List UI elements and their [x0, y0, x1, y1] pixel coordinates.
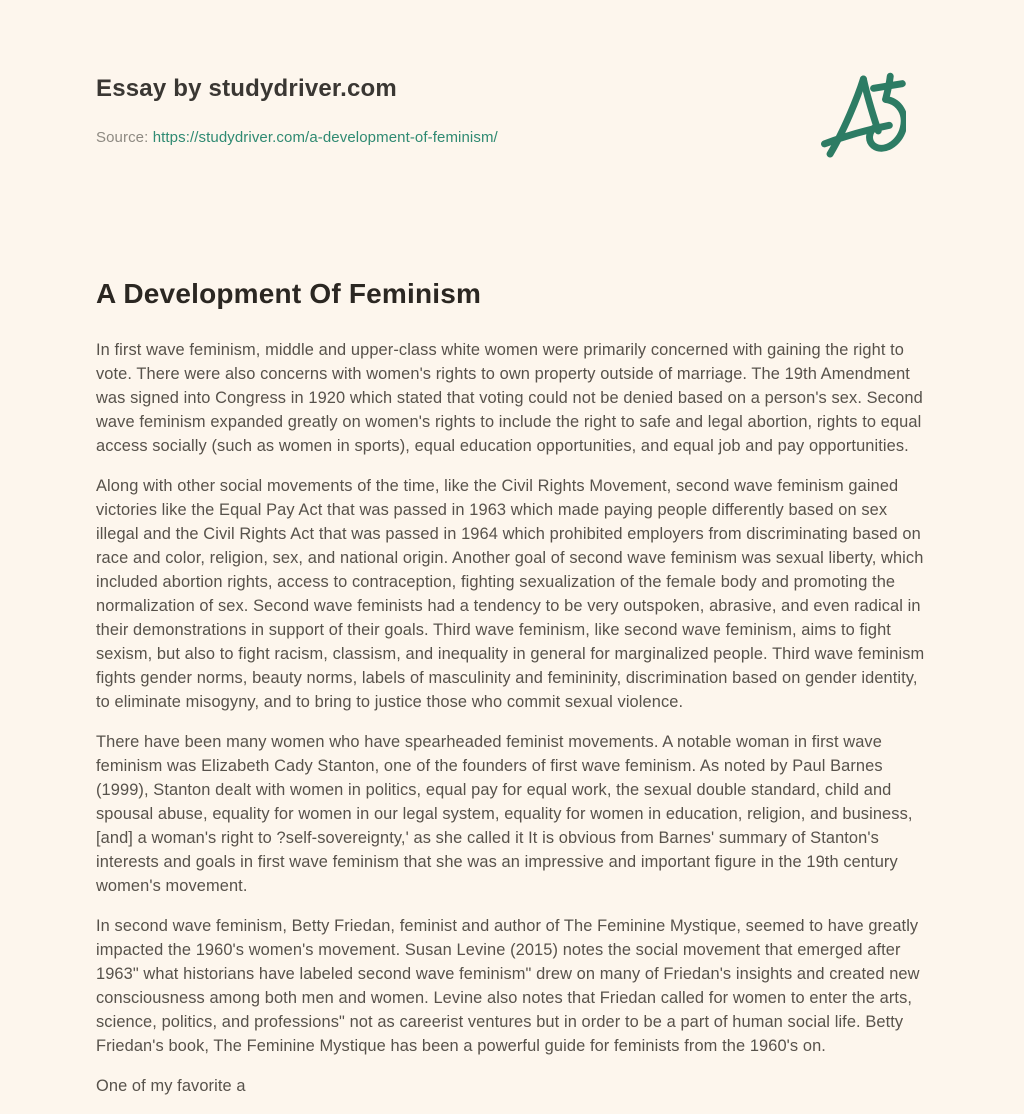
- source-line: [96, 129, 498, 146]
- article-title: A Development Of Feminism: [96, 278, 482, 309]
- essay-paragraph: One of my favorite a: [96, 1077, 246, 1095]
- essay-paragraph: Along with other social movements of the time, like the Civil Rights Movement, second wave feminism gained victories like the Equal Pay Act that was passed in 1963 which made paying people differently based on sex illegal and the Civil Rights Act that was passed in 1964 which prohibited employers from discriminating based on race and color, religion, sex, and national origin. Another goal of second wave feminism was sexual liberty, which included abortion rights, access to contraception, fighting sexualization of the female body and promoting the normalization of sex. Second wave feminists had a tendency to be very outspoken, abrasive, and even radical in their demonstrations in support of their goals. Third wave feminism, like second wave feminism, aims to fight sexism, but also to fight racism, classism, and inequality in general for marginalized people. Third wave feminism fights gender norms, beauty norms, labels of masculinity and femininity, discrimination based on gender identity, to eliminate misogyny, and to bring to justice those who commit sexual violence.: [96, 477, 925, 711]
- header-text-block: [96, 76, 498, 146]
- essay-paragraph: In second wave feminism, Betty Friedan, feminist and author of The Feminine Mystique, seemed to have greatly impacted the 1960's women's movement. Susan Levine (2015) notes the social movement that emerged after 1963" what historians have labeled second wave feminism" drew on many of Friedan's insights and created new consciousness among both men and women. Levine also notes that Friedan called for women to enter the arts, science, politics, and professions" not as careerist ventures but in order to be a part of human social life. Betty Friedan's book, The Feminine Mystique has been a powerful guide for feminists from the 1960's on.: [96, 917, 920, 1055]
- essay-paragraph: There have been many women who have spearheaded feminist movements. A notable woman in first wave feminism was Elizabeth Cady Stanton, one of the founders of first wave feminism. As noted by Paul Barnes (1999), Stanton dealt with women in politics, equal pay for equal work, the sexual double standard, child and spousal abuse, equality for women in our legal system, equality for women in education, religion, and business, [and] a woman's right to ?self-sovereignty,' as she called it It is obvious from Barnes' summary of Stanton's interests and goals in first wave feminism that she was an impressive and important figure in the 19th century women's movement.: [96, 733, 913, 895]
- essay-by-heading: Essay by studydriver.com: [96, 75, 397, 102]
- page-header: [96, 76, 928, 164]
- source-link[interactable]: https://studydriver.com/a-development-of-feminism/: [152, 129, 498, 147]
- essay-paragraph: In first wave feminism, middle and upper-class white women were primarily concerned with gaining the right to vote. There were also concerns with women's rights to own property outside of marriage. The 19th Amendment was signed into Congress in 1920 which stated that voting could not be denied based on a person's sex. Second wave feminism expanded greatly on women's rights to include the right to safe and legal abortion, rights to equal access socially (such as women in sports), equal education opportunities, and equal job and pay opportunities.: [96, 341, 923, 455]
- article-body: [96, 338, 930, 1098]
- source-label: Source:: [96, 129, 149, 147]
- a-plus-logo-icon: [818, 70, 906, 164]
